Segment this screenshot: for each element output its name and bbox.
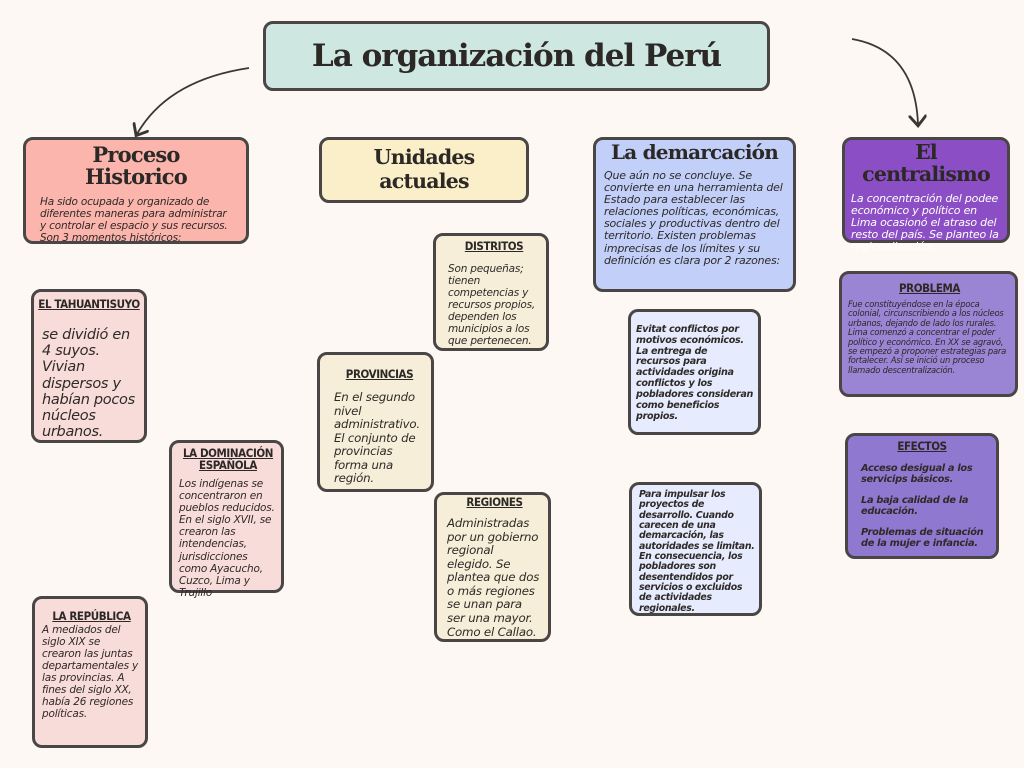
dominacion-node — [169, 440, 284, 599]
centralismo-node — [842, 137, 1010, 254]
republica-node — [32, 596, 148, 748]
problema-node — [839, 271, 1018, 397]
unidades-node — [319, 137, 529, 203]
arrow-to-centralismo — [852, 39, 918, 124]
tahuantisuyo-text: se dividió en 4 suyos. Vivian dispersos y habían pocos núcleos urbanos. — [42, 327, 135, 441]
provincias-node — [317, 352, 434, 492]
distritos-text: Son pequeñas; tienen competencias y recursos propios, dependen los municipios a los que pertenecen. — [448, 263, 536, 348]
evitar-conflictos-text: Evitat conflictos por motivos económicos. La entrega de recursos para actividades origina conflictos y los pobladores consideran como beneficios propios. — [636, 324, 754, 422]
distritos-heading: DISTRITOS — [464, 239, 524, 253]
regiones-heading: REGIONES — [466, 495, 523, 509]
dominacion-text: Los indígenas se concentraron en pueblos reducidos. En el siglo XVII, se crearon las intendencias, jurisdicciones como Ayacucho, Cuzco, Lima y Trujillo — [179, 478, 275, 599]
problema-text: Fue constituyéndose en la época colonial, circunscribiendo a los núcleos urbanos, dejando de lado los rurales. Lima comenzó a concentrar el poder político y económico. En XX se agravó, se empezó a proponer estrategias para fortalecer. Así se inició un proceso llamado descentralización. — [848, 299, 1007, 375]
demarcacion-node — [593, 137, 796, 292]
tahuantisuyo-heading: EL TAHUANTISUYO — [38, 297, 140, 311]
regiones-node — [434, 492, 551, 642]
arrow-to-proceso — [137, 68, 249, 134]
centralismo-text: La concentración del podee económico y político en Lima ocasionó el atraso del resto del país. Se planteo la regionalización. — [851, 192, 999, 254]
efectos-item: Acceso desigual a los servicips básicos. — [861, 463, 973, 486]
problema-heading: PROBLEMA — [899, 281, 960, 295]
impulsar-proyectos-node — [629, 482, 762, 616]
regiones-text: Administradas por un gobierno regional elegido. Se plantea que dos o más regiones se unan para ser una mayor. Como el Callao. — [447, 516, 540, 639]
proceso-text: Ha sido ocupada y organizado de diferentes maneras para administrar y controlar el espacio y sus recursos. Son 3 momentos históricos: — [40, 196, 228, 245]
republica-heading: LA REPÚBLICA — [52, 609, 131, 623]
distritos-node — [433, 233, 549, 351]
demarcacion-text: Que aún no se concluye. Se convierte en una herramienta del Estado para establecer las relaciones políticas, económicas, sociales y productivas dentro del territorio. Existen problemas imprecisas de los límites y su definición es clara por 2 razones: — [604, 169, 783, 267]
efectos-item: La baja calidad de la educación. — [861, 495, 969, 518]
efectos-item: Problemas de situación de la mujer e infancia. — [861, 527, 984, 550]
provincias-heading: PROVINCIAS — [345, 367, 414, 381]
proceso-historico-node — [23, 137, 249, 244]
dominacion-heading: LA DOMINACIÓN ESPAÑOLA — [182, 446, 274, 473]
efectos-heading: EFECTOS — [897, 439, 947, 453]
proceso-heading: Proceso Historico — [85, 142, 187, 190]
tahuantisuyo-node — [31, 289, 147, 443]
unidades-heading: Unidades actuales — [373, 145, 475, 193]
main-title-box — [263, 21, 770, 91]
demarcacion-heading: La demarcación — [611, 140, 778, 164]
evitar-conflictos-node — [628, 309, 761, 435]
page-title: La organización del Perú — [311, 38, 722, 74]
provincias-text: En el segundo nivel administrativo. El conjunto de provincias forma una región. — [334, 390, 420, 486]
centralismo-heading: El centralismo — [862, 140, 990, 186]
republica-text: A mediados del siglo XIX se crearon las juntas departamentales y las provincias. A fines del siglo XX, había 26 regiones políticas. — [42, 624, 138, 721]
efectos-node — [845, 433, 999, 559]
impulsar-proyectos-text: Para impulsar los proyectos de desarrollo. Cuando carecen de una demarcación, las autoridades se limitan. En consecuencia, los pobladores son desentendidos por servicios o excluidos de actividades regionales. — [639, 489, 755, 614]
